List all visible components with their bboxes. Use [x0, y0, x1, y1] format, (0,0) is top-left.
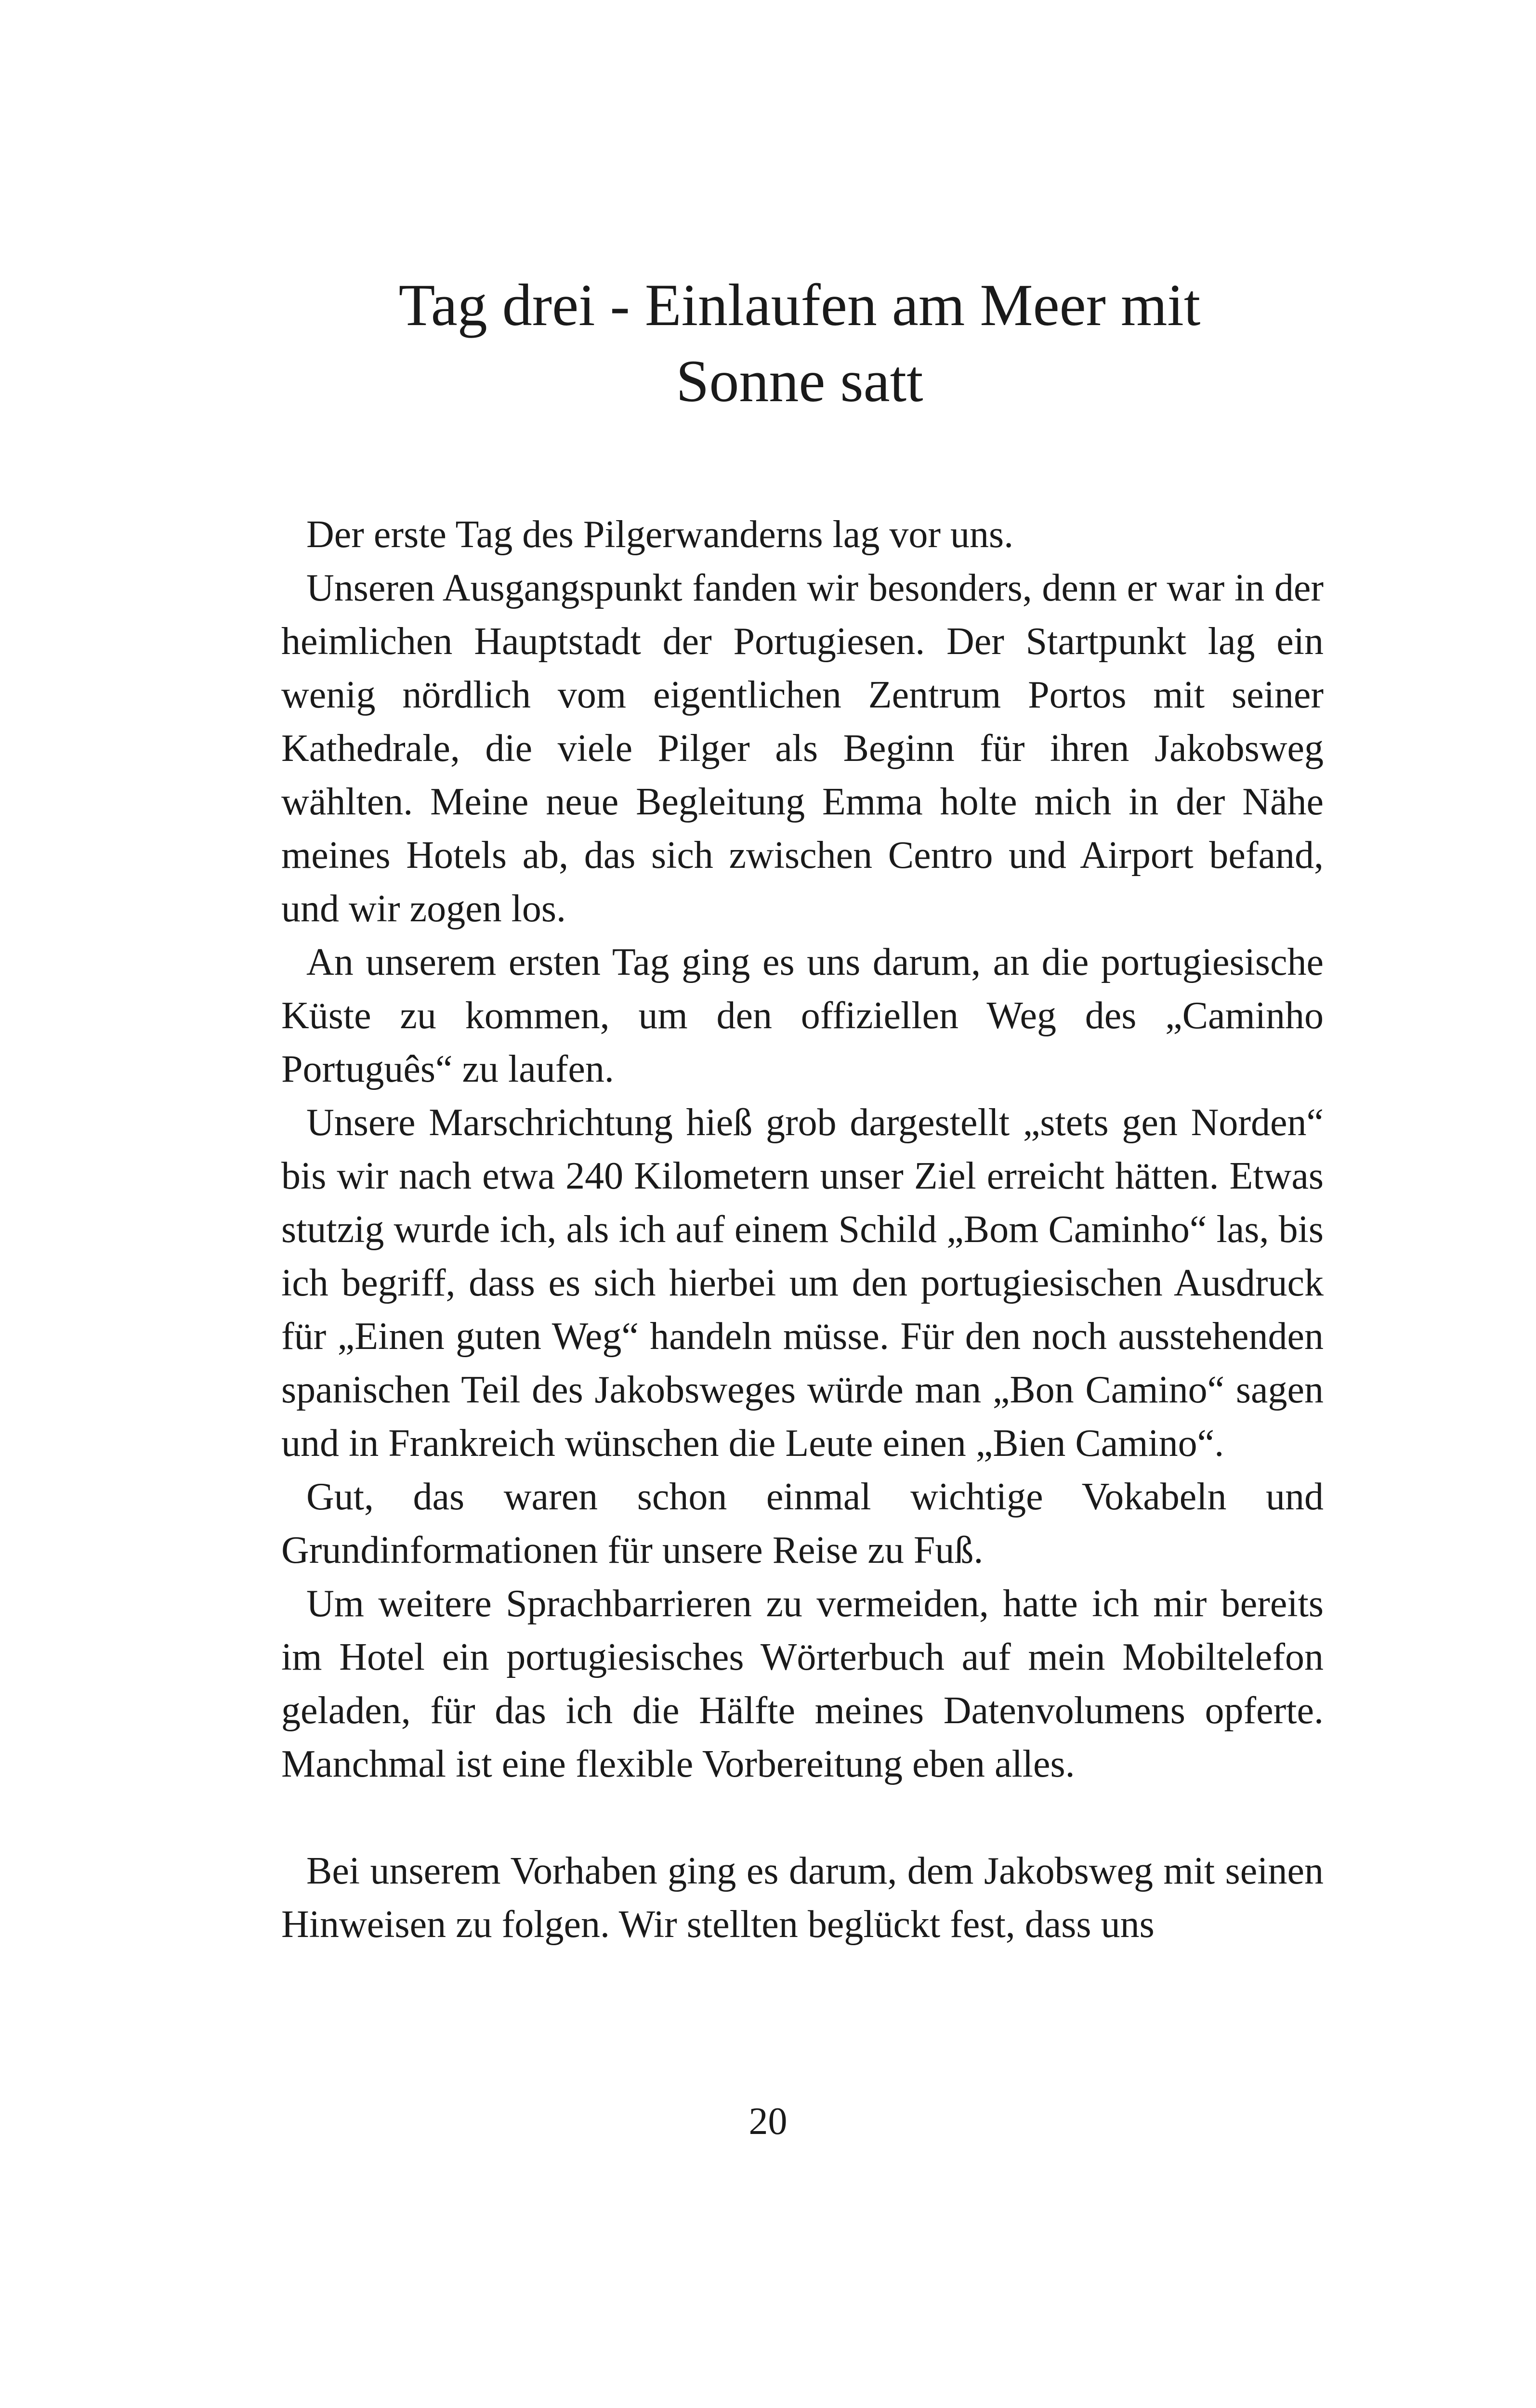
paragraph: Der erste Tag des Pilgerwanderns lag vor uns.	[306, 513, 1014, 556]
paragraph: An unserem ersten Tag ging es uns darum, an die portugiesische Küste zu kommen, um den offiziellen Weg des „Caminho Português“ zu laufen.	[281, 941, 1324, 1090]
paragraph: Um weitere Sprachbarrieren zu vermeiden, hatte ich mir bereits im Hotel ein portugiesisches Wörterbuch auf mein Mobiltelefon geladen, für das ich die Hälfte meines Datenvolumens opferte. Manchmal ist eine flexible Vorbereitung eben alles.	[281, 1583, 1324, 1785]
paragraph: Bei unserem Vorhaben ging es darum, dem Jakobsweg mit seinen Hinweisen zu folgen. Wir stellten beglückt fest, dass uns	[281, 1850, 1324, 1946]
paragraph: Unsere Marschrichtung hieß grob dargestellt „stets gen Norden“ bis wir nach etwa 240 Kilometern unser Ziel erreicht hätten. Etwas stutzig wurde ich, als ich auf einem Schild „Bom Caminho“ las, bis ich begriff, dass es sich hierbei um den portugiesischen Ausdruck für „Einen guten Weg“ handeln müsse. Für den noch ausstehenden spanischen Teil des Jakobsweges würde man „Bon Camino“ sagen und in Frankreich wünschen die Leute einen „Bien Camino“.	[281, 1101, 1324, 1465]
body-text	[281, 508, 1324, 1951]
paragraph: Gut, das waren schon einmal wichtige Vokabeln und Grundinformationen für unsere Reise zu Fuß.	[281, 1476, 1324, 1571]
section-gap	[281, 1791, 1324, 1845]
paragraph: Unseren Ausgangspunkt fanden wir besonders, denn er war in der heimlichen Hauptstadt der Portugiesen. Der Startpunkt lag ein wenig nördlich vom eigentlichen Zentrum Portos mit seiner Kathedrale, die viele Pilger als Beginn für ihren Jakobsweg wählten. Meine neue Begleitung Emma holte mich in der Nähe meines Hotels ab, das sich zwischen Centro und Airport befand, und wir zogen los.	[281, 567, 1324, 930]
page-number: 20	[748, 2100, 788, 2143]
chapter-title	[279, 267, 1320, 419]
chapter-title-line-1: Tag drei - Einlaufen am Meer mit	[398, 272, 1201, 338]
chapter-title-line-2: Sonne satt	[676, 348, 923, 414]
